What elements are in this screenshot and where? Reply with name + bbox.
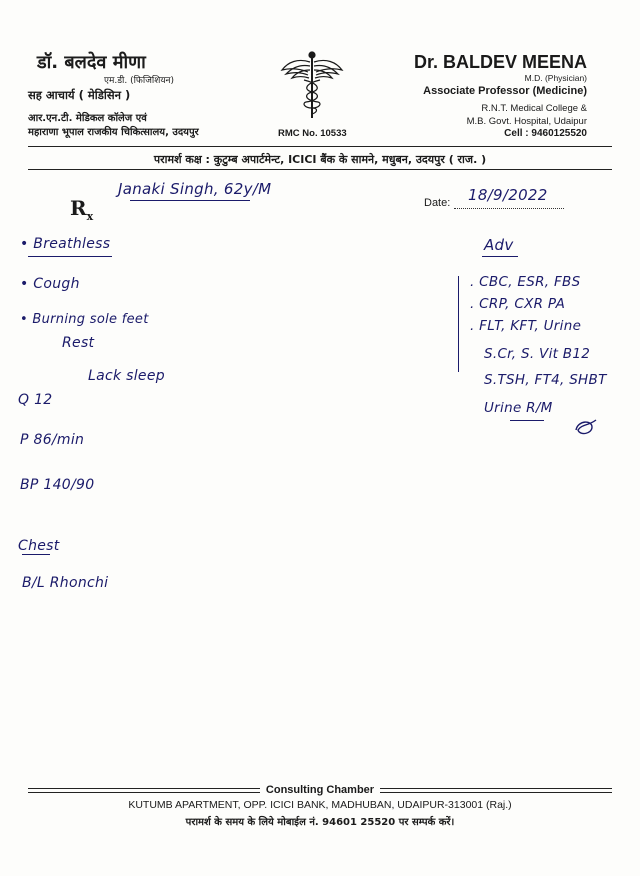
advice-bracket bbox=[458, 276, 459, 372]
vital-line: BP 140/90 bbox=[20, 477, 95, 493]
exam-underline bbox=[22, 554, 50, 555]
complaint-line: Lack sleep bbox=[88, 368, 165, 384]
vital-line: Q 12 bbox=[18, 392, 53, 408]
institution-hindi-line1: आर.एन.टी. मेडिकल कॉलेज एवं bbox=[28, 113, 147, 124]
doctor-name-hindi: डॉ. बलदेव मीणा bbox=[37, 52, 146, 73]
investigation-line: Urine R/M bbox=[484, 400, 553, 416]
doctor-post-hindi: सह आचार्य ( मेडिसिन ) bbox=[28, 88, 131, 102]
footer-contact-note: परामर्श के समय के लिये मोबाईल नं. 94601 25520 पर सम्पर्क करें। bbox=[185, 817, 455, 828]
doctor-name-english: Dr. BALDEV MEENA bbox=[413, 52, 587, 72]
complaint-line: • Burning sole feet bbox=[20, 312, 149, 327]
doctor-post-english: Associate Professor (Medicine) bbox=[423, 85, 587, 97]
investigation-line: . FLT, KFT, Urine bbox=[470, 318, 582, 334]
header-divider-bottom bbox=[28, 169, 612, 170]
complaint-line: Rest bbox=[62, 335, 95, 351]
institution-english-line2: M.B. Govt. Hospital, Udaipur bbox=[466, 116, 587, 127]
caduceus-icon bbox=[280, 50, 344, 122]
complaint-line: • Cough bbox=[20, 276, 80, 292]
complaint-line: • Breathless bbox=[20, 236, 111, 252]
doctor-degree-english: M.D. (Physician) bbox=[524, 73, 587, 83]
date-handwritten: 18/9/2022 bbox=[468, 186, 548, 204]
rx-subscript: x bbox=[86, 210, 94, 223]
institution-hindi-line2: महाराणा भूपाल राजकीय चिकित्सालय, उदयपुर bbox=[28, 127, 199, 138]
investigation-line: . CBC, ESR, FBS bbox=[470, 274, 581, 290]
rx-letter: R bbox=[70, 196, 87, 220]
rx-symbol bbox=[70, 196, 93, 223]
doctor-cell-number: Cell : 9460125520 bbox=[504, 128, 587, 139]
clinic-address-hindi: परामर्श कक्ष : कुटुम्ब अपार्टमेन्ट, ICICI बैंक के सामने, मधुबन, उदयपुर ( राज. ) bbox=[153, 153, 487, 166]
doctor-degree-hindi: एम.डी. (फिजिशियन) bbox=[104, 76, 175, 86]
complaint-underline bbox=[28, 256, 112, 257]
footer-title bbox=[0, 784, 640, 796]
patient-underline bbox=[130, 200, 250, 201]
investigation-line: . CRP, CXR PA bbox=[470, 296, 566, 312]
institution-english-line1: R.N.T. Medical College & bbox=[481, 103, 587, 114]
advice-underline bbox=[482, 256, 518, 257]
exam-line: B/L Rhonchi bbox=[22, 575, 109, 591]
patient-name-handwritten: Janaki Singh, 62y/M bbox=[118, 180, 272, 198]
date-label: Date: bbox=[424, 197, 451, 209]
investigation-line: S.Cr, S. Vit B12 bbox=[484, 346, 591, 362]
exam-line: Chest bbox=[18, 538, 60, 554]
vital-line: P 86/min bbox=[20, 432, 85, 448]
investigation-underline bbox=[510, 420, 544, 421]
footer-title-text: Consulting Chamber bbox=[260, 784, 380, 796]
rmc-number: RMC No. 10533 bbox=[278, 128, 347, 139]
header-divider-top bbox=[28, 146, 612, 147]
signature-scribble-icon bbox=[572, 416, 598, 438]
investigation-line: S.TSH, FT4, SHBT bbox=[484, 372, 607, 388]
advice-header: Adv bbox=[484, 236, 514, 254]
footer-address: KUTUMB APARTMENT, OPP. ICICI BANK, MADHUBAN, UDAIPUR-313001 (Raj.) bbox=[128, 799, 512, 811]
